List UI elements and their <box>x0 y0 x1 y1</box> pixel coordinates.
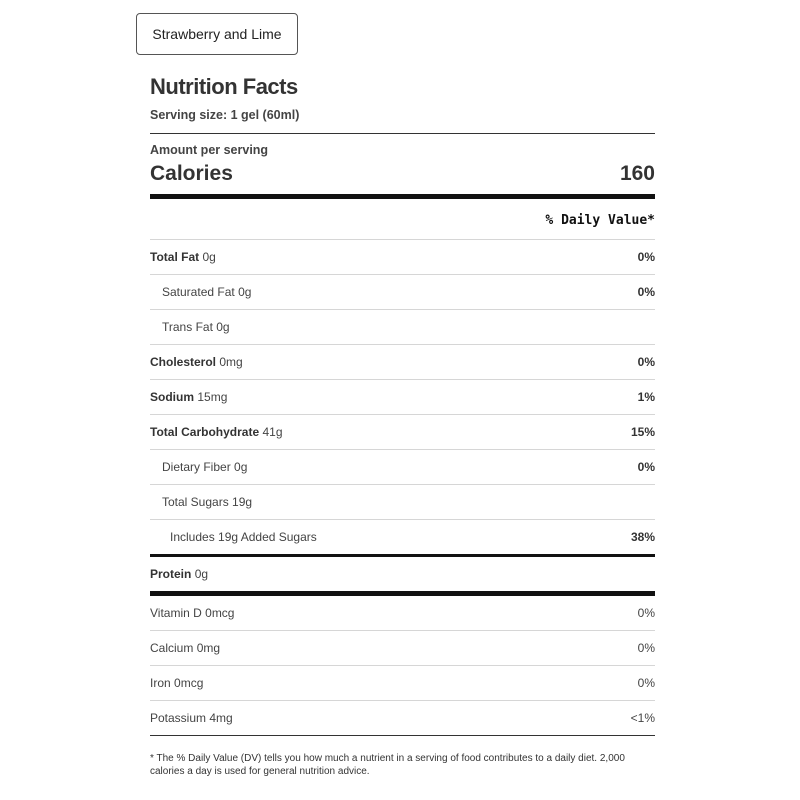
nutrient-row-cholesterol <box>150 344 655 379</box>
nutrient-name: Dietary Fiber <box>162 460 231 474</box>
nutrient-dv: 0% <box>637 250 655 264</box>
vitamin-row-potassium <box>150 700 655 735</box>
vitamin-amount: 0mcg <box>174 676 204 690</box>
calories-value: 160 <box>619 162 655 185</box>
nutrient-amount: 0g <box>194 567 209 581</box>
nutrient-dv: 0% <box>637 460 655 474</box>
nutrient-name: Cholesterol <box>150 355 217 369</box>
nutrient-row-protein <box>150 557 655 591</box>
vitamin-row-iron <box>150 665 655 700</box>
nutrient-name: Includes 19g Added Sugars <box>170 530 317 544</box>
nutrient-dv: 1% <box>637 390 655 404</box>
flavor-button-label: Strawberry and Lime <box>152 26 282 42</box>
nutrient-dv: 0% <box>637 285 655 299</box>
nutrient-amount: 0g <box>202 250 216 264</box>
nutrient-amount: 0g <box>234 460 248 474</box>
nutrient-name: Trans Fat <box>162 320 213 334</box>
vitamin-dv: 0% <box>637 676 655 690</box>
calories-label: Calories <box>150 162 233 185</box>
daily-value-header: % Daily Value* <box>545 213 655 228</box>
vitamin-name: Iron <box>150 676 171 690</box>
serving-size: Serving size: 1 gel (60ml) <box>150 108 300 122</box>
divider <box>150 735 655 736</box>
nutrient-row-total-sugars <box>150 484 655 519</box>
nutrient-amount: 41g <box>262 425 283 439</box>
vitamin-amount: 4mg <box>209 711 233 725</box>
nutrient-dv: 38% <box>630 530 655 544</box>
nutrition-title: Nutrition Facts <box>150 74 298 99</box>
amount-per-serving: Amount per serving <box>150 143 269 157</box>
vitamin-dv: 0% <box>637 606 655 620</box>
nutrient-name: Total Carbohydrate <box>150 425 260 439</box>
nutrition-facts-panel <box>150 72 655 736</box>
nutrient-name: Protein <box>150 567 192 581</box>
nutrient-amount: 19g <box>232 495 253 509</box>
nutrient-name: Total Fat <box>150 250 200 264</box>
vitamin-amount: 0mcg <box>205 606 235 620</box>
vitamin-name: Potassium <box>150 711 207 725</box>
calories-row <box>150 158 655 190</box>
nutrient-row-total-carbohydrate <box>150 414 655 449</box>
nutrient-row-saturated-fat <box>150 274 655 309</box>
vitamin-dv: <1% <box>630 711 655 725</box>
nutrient-row-sodium <box>150 379 655 414</box>
nutrient-name: Total Sugars <box>162 495 229 509</box>
vitamin-dv: 0% <box>637 641 655 655</box>
nutrient-name: Saturated Fat <box>162 285 235 299</box>
nutrient-amount: 15mg <box>197 390 228 404</box>
vitamin-name: Vitamin D <box>150 606 202 620</box>
vitamin-name: Calcium <box>150 641 194 655</box>
nutrient-row-dietary-fiber <box>150 449 655 484</box>
divider <box>150 133 655 134</box>
flavor-select-button[interactable] <box>136 13 298 55</box>
vitamin-row-calcium <box>150 630 655 665</box>
nutrient-amount: 0mg <box>219 355 243 369</box>
vitamin-amount: 0mg <box>196 641 221 655</box>
nutrient-row-trans-fat <box>150 309 655 344</box>
nutrient-dv: 15% <box>630 425 655 439</box>
nutrient-row-added-sugars <box>150 519 655 554</box>
nutrient-amount: 0g <box>238 285 252 299</box>
daily-value-footnote: * The % Daily Value (DV) tells you how much a nutrient in a serving of food contributes to a daily diet. 2,000 calories a day is used for general nutrition advice. <box>150 753 625 777</box>
nutrient-amount: 0g <box>216 320 230 334</box>
nutrient-row-total-fat <box>150 239 655 274</box>
nutrient-dv: 0% <box>637 355 655 369</box>
nutrient-name: Sodium <box>150 390 194 404</box>
vitamin-row-vitamin-d <box>150 596 655 630</box>
